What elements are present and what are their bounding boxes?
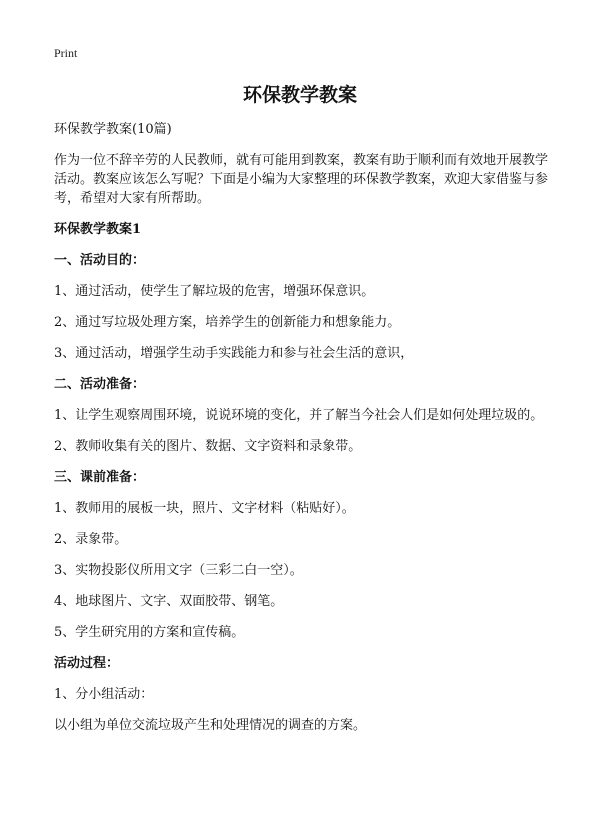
list-item: 4、地球图片、文字、双面胶带、钢笔。 — [54, 594, 284, 609]
list-item: 2、教师收集有关的图片、数据、文字资料和录象带。 — [54, 439, 362, 454]
list-item: 1、分小组活动： — [54, 687, 154, 702]
section-heading: 环保教学教案1 — [54, 222, 142, 237]
list-item: 5、学生研究用的方案和宣传稿。 — [54, 625, 245, 640]
intro-paragraph: 作为一位不辞辛劳的人民教师，就有可能用到教案，教案有助于顺利而有效地开展教学活动。教案应该怎么写呢？下面是小编为大家整理的环保教学教案，欢迎大家借鉴与参考，希望对大家有所帮助。 — [54, 153, 549, 206]
print-link[interactable]: Print — [54, 46, 78, 60]
part-heading: 一、活动目的： — [54, 253, 146, 268]
list-item: 以小组为单位交流垃圾产生和处理情况的调查的方案。 — [54, 718, 367, 733]
list-item: 1、教师用的展板一块，照片、文字材料（粘贴好）。 — [54, 501, 355, 516]
list-item: 3、实物投影仪所用文字（三彩二白一空）。 — [54, 563, 303, 578]
list-item: 1、通过活动，使学生了解垃圾的危害，增强环保意识。 — [54, 284, 375, 299]
part-heading: 活动过程： — [54, 656, 120, 671]
list-item: 1、让学生观察周围环境，说说环境的变化，并了解当今社会人们是如何处理垃圾的。 — [54, 408, 544, 423]
list-item: 2、录象带。 — [54, 532, 128, 547]
list-item: 3、通过活动，增强学生动手实践能力和参与社会生活的意识， — [54, 346, 414, 361]
page-title: 环保教学教案 — [242, 84, 357, 106]
doc-subtitle: 环保教学教案(10篇) — [54, 122, 172, 137]
part-heading: 三、课前准备： — [54, 470, 146, 485]
part-heading: 二、活动准备： — [54, 377, 146, 392]
list-item: 2、通过写垃圾处理方案，培养学生的创新能力和想象能力。 — [54, 315, 401, 330]
document-body — [54, 120, 554, 747]
